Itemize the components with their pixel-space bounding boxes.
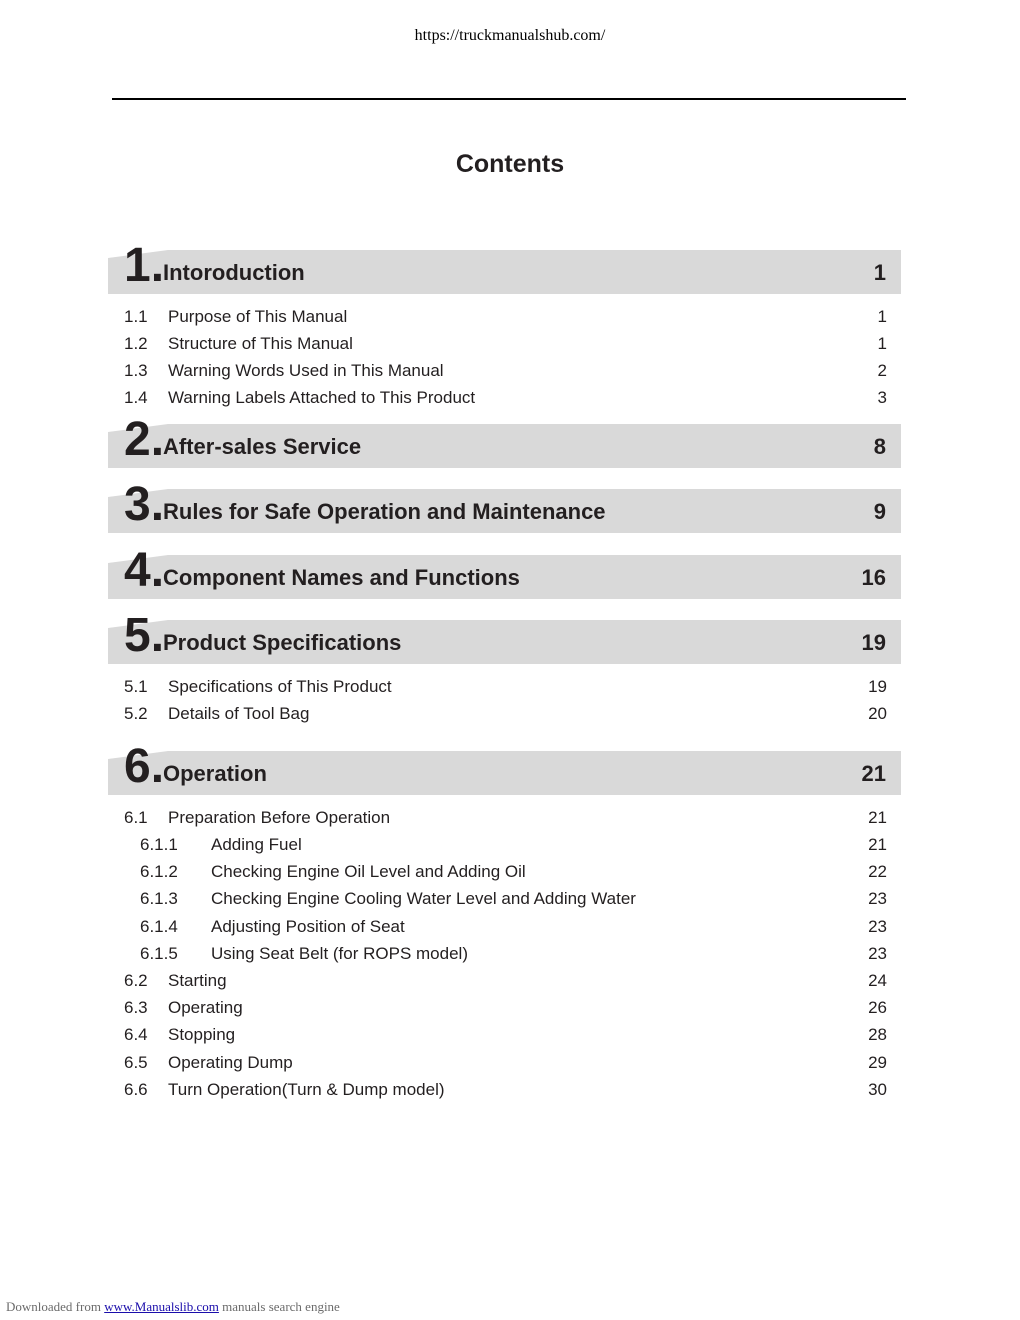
- chapter-title: Product Specifications: [163, 630, 402, 655]
- entry-page: 23: [868, 917, 887, 936]
- chapter-number: 6.: [124, 740, 165, 793]
- entry-title: Details of Tool Bag: [168, 704, 310, 723]
- entry-title: Adding Fuel: [211, 835, 302, 854]
- toc-chapter-5[interactable]: [108, 609, 901, 664]
- entry-title: Stopping: [168, 1025, 236, 1044]
- entry-title: Operating Dump: [168, 1053, 293, 1072]
- header-url: https://truckmanualshub.com/: [414, 27, 606, 44]
- chapter-title: Rules for Safe Operation and Maintenance: [163, 499, 606, 524]
- entry-page: 1: [877, 334, 887, 353]
- entry-number: 1.4: [124, 388, 148, 407]
- chapter-number: 2.: [124, 413, 165, 466]
- toc-chapter-4[interactable]: [108, 544, 901, 599]
- entry-title: Preparation Before Operation: [168, 808, 391, 827]
- entry-title: Operating: [168, 998, 243, 1017]
- entry-page: 29: [868, 1053, 887, 1072]
- chapter-page: 21: [861, 761, 886, 786]
- entry-page: 21: [868, 835, 887, 854]
- footer-suffix: manuals search engine: [222, 1299, 340, 1314]
- toc-entry-6-5[interactable]: [124, 1052, 887, 1074]
- entry-page: 24: [868, 971, 887, 990]
- entry-number: 6.1.1: [140, 835, 178, 854]
- entry-number: 6.4: [124, 1025, 148, 1044]
- toc-entry-6-1-5[interactable]: [124, 943, 887, 965]
- toc-chapter-1[interactable]: [108, 239, 901, 294]
- entry-number: 6.1.2: [140, 862, 178, 881]
- toc-entry-6-1[interactable]: [124, 807, 887, 829]
- entry-number: 1.1: [124, 307, 148, 326]
- entry-title: Adjusting Position of Seat: [211, 917, 405, 936]
- entry-page: 23: [868, 889, 887, 908]
- header-divider: [112, 98, 906, 100]
- toc-entry-6-1-3[interactable]: [124, 888, 887, 910]
- entry-page: 23: [868, 944, 887, 963]
- entry-number: 1.2: [124, 334, 148, 353]
- entry-page: 2: [877, 361, 887, 380]
- entry-title: Specifications of This Product: [168, 677, 392, 696]
- entry-title: Checking Engine Cooling Water Level and Adding Water: [211, 889, 636, 908]
- entry-number: 1.3: [124, 361, 148, 380]
- entry-number: 6.6: [124, 1080, 148, 1099]
- entry-page: 20: [868, 704, 887, 723]
- chapter-page: 9: [873, 499, 886, 524]
- toc-entry-6-6[interactable]: [124, 1079, 887, 1101]
- toc-entry-1-2[interactable]: [124, 333, 887, 355]
- toc-chapter-3[interactable]: [108, 478, 901, 533]
- chapter-page: 19: [861, 630, 886, 655]
- chapter-page: 1: [873, 260, 886, 285]
- entry-title: Structure of This Manual: [168, 334, 353, 353]
- entry-page: 21: [868, 808, 887, 827]
- entry-title: Warning Labels Attached to This Product: [168, 388, 476, 407]
- entry-title: Starting: [168, 971, 227, 990]
- entry-title: Warning Words Used in This Manual: [168, 361, 444, 380]
- entry-number: 6.1.4: [140, 917, 178, 936]
- toc-entry-1-1[interactable]: [124, 306, 887, 328]
- entry-page: 19: [868, 677, 887, 696]
- toc-entry-6-4[interactable]: [124, 1024, 887, 1046]
- footer-prefix: Downloaded from: [6, 1299, 101, 1314]
- toc-chapter-2[interactable]: [108, 413, 901, 468]
- entry-title: Using Seat Belt (for ROPS model): [211, 944, 468, 963]
- entry-page: 30: [868, 1080, 887, 1099]
- entry-number: 6.2: [124, 971, 148, 990]
- page-title: Contents: [455, 150, 565, 178]
- toc-entry-6-1-1[interactable]: [124, 834, 887, 856]
- chapter-number: 1.: [124, 239, 165, 292]
- entry-number: 6.1.5: [140, 944, 178, 963]
- entry-title: Purpose of This Manual: [168, 307, 348, 326]
- chapter-title: Operation: [163, 761, 267, 786]
- toc-entry-5-2[interactable]: [124, 703, 887, 725]
- entry-number: 6.1.3: [140, 889, 178, 908]
- toc-entry-6-1-4[interactable]: [124, 916, 887, 938]
- toc-entry-6-1-2[interactable]: [124, 861, 887, 883]
- entry-number: 5.2: [124, 704, 148, 723]
- entry-number: 6.1: [124, 808, 148, 827]
- toc-entry-5-1[interactable]: [124, 676, 887, 698]
- chapter-number: 4.: [124, 544, 165, 597]
- chapter-page: 8: [873, 434, 886, 459]
- chapter-title: After-sales Service: [163, 434, 362, 459]
- entry-title: Checking Engine Oil Level and Adding Oil: [211, 862, 526, 881]
- toc-entry-6-2[interactable]: [124, 970, 887, 992]
- chapter-title: Component Names and Functions: [163, 565, 520, 590]
- entry-number: 6.5: [124, 1053, 148, 1072]
- entry-number: 6.3: [124, 998, 148, 1017]
- toc-entry-6-3[interactable]: [124, 997, 887, 1019]
- entry-page: 3: [877, 388, 887, 407]
- toc-chapter-6[interactable]: [108, 740, 901, 795]
- entry-page: 26: [868, 998, 887, 1017]
- entry-page: 22: [868, 862, 887, 881]
- entry-number: 5.1: [124, 677, 148, 696]
- download-footer: [6, 1299, 340, 1315]
- chapter-title: Intoroduction: [163, 260, 305, 285]
- chapter-number: 5.: [124, 609, 165, 662]
- chapter-number: 3.: [124, 478, 165, 531]
- chapter-page: 16: [861, 565, 886, 590]
- manualslib-link[interactable]: www.Manualslib.com: [104, 1299, 219, 1314]
- entry-page: 1: [877, 307, 887, 326]
- toc-entry-1-4[interactable]: [124, 387, 887, 409]
- toc-entry-1-3[interactable]: [124, 360, 887, 382]
- entry-page: 28: [868, 1025, 887, 1044]
- entry-title: Turn Operation(Turn & Dump model): [168, 1080, 445, 1099]
